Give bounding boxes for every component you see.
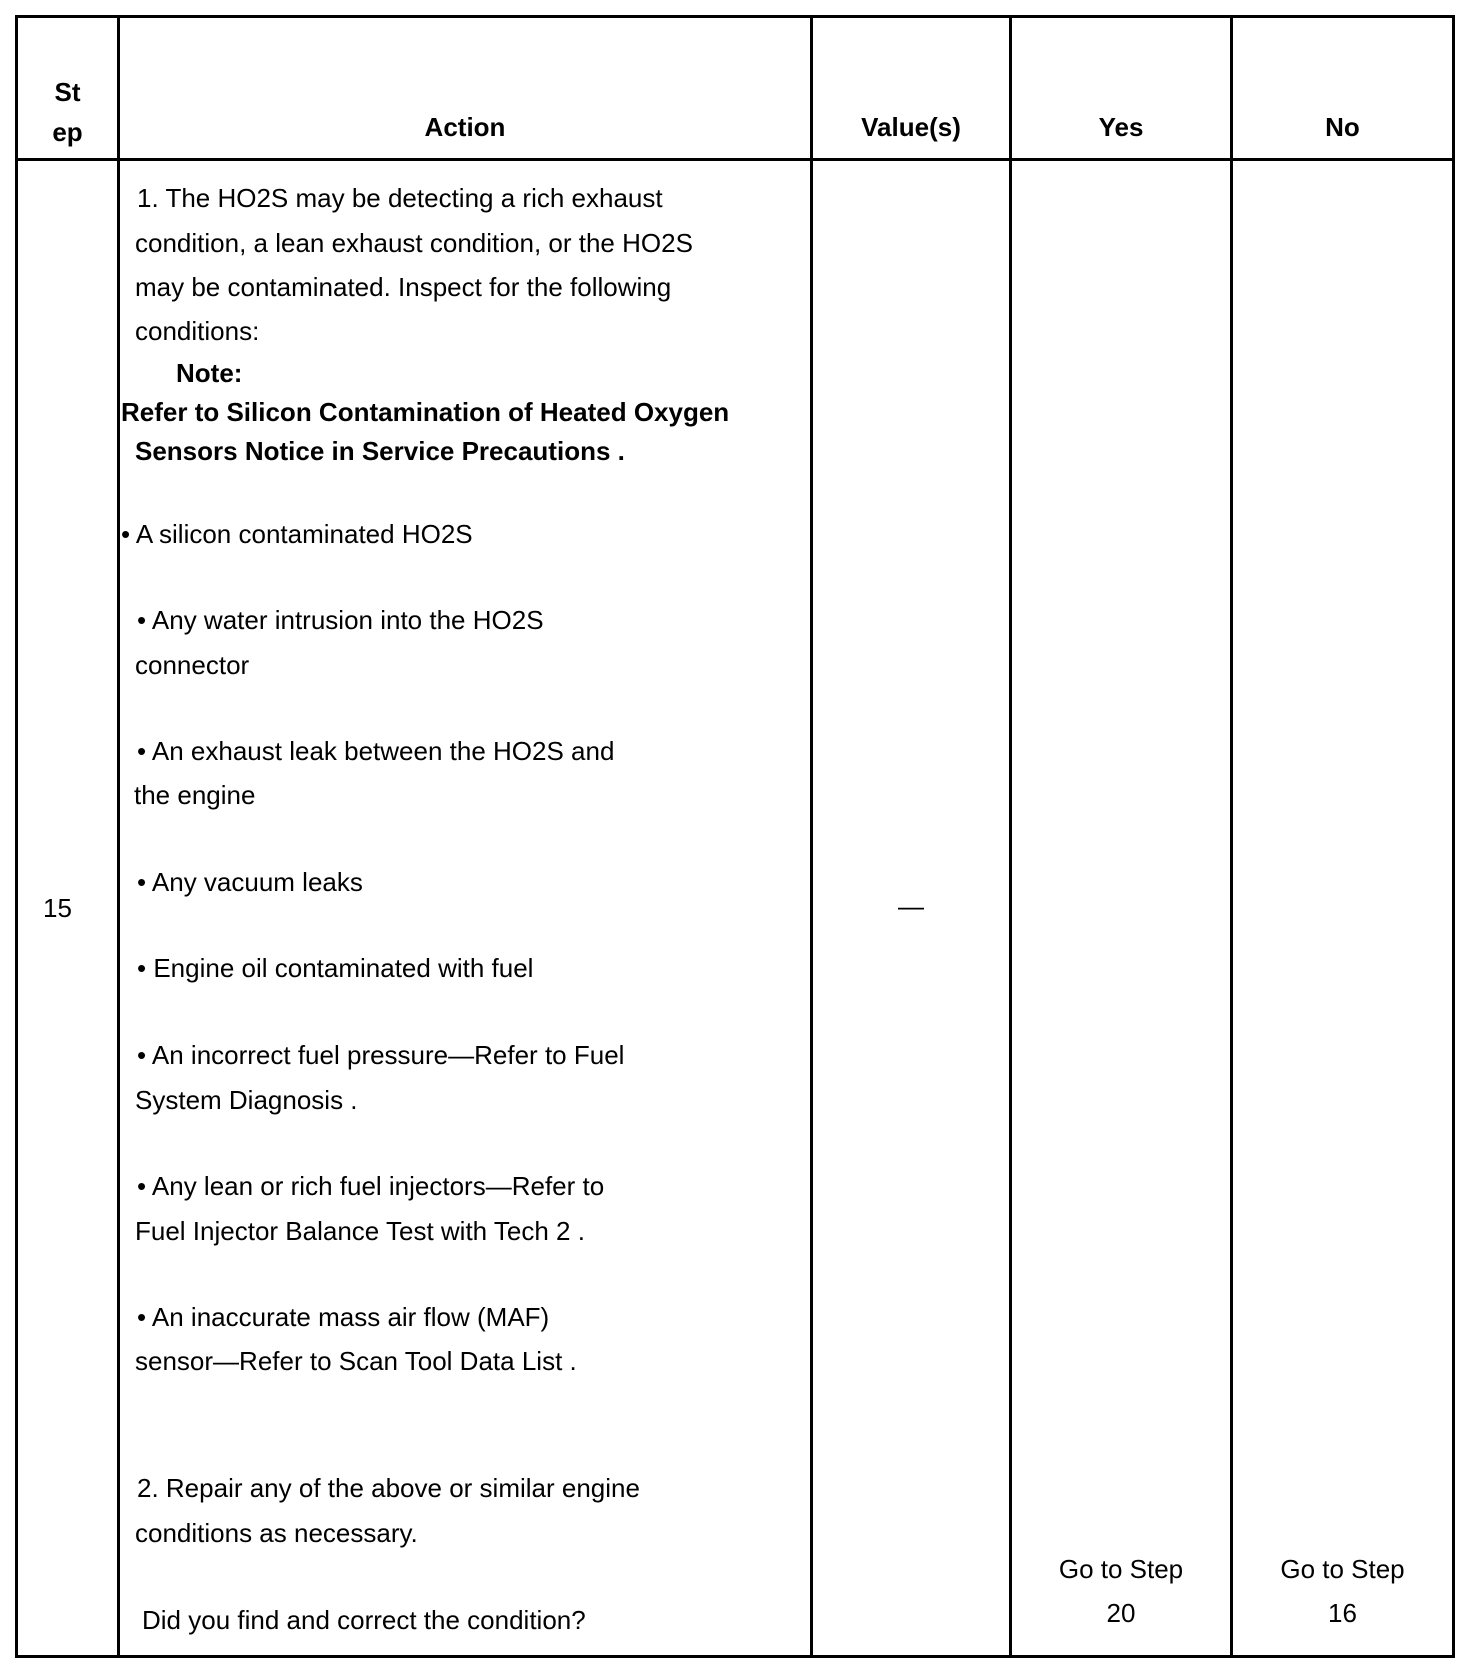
item2-line: 2. Repair any of the above or similar engine bbox=[137, 1473, 640, 1503]
yes-cell: Go to Step 20 bbox=[1058, 1554, 1184, 1628]
item1-line: 1. The HO2S may be detecting a rich exhaust bbox=[137, 183, 663, 213]
list-item: • An exhaust leak between the HO2S and bbox=[137, 736, 615, 766]
header-step: St ep bbox=[52, 77, 83, 147]
list-item: • Any vacuum leaks bbox=[137, 867, 363, 897]
header-yes: Yes bbox=[1098, 112, 1144, 142]
diagnostic-table bbox=[15, 15, 1455, 1658]
list-item: connector bbox=[135, 650, 250, 680]
note-text: Refer to Silicon Contamination of Heated Oxygen bbox=[121, 397, 730, 427]
column-divider-yes bbox=[1230, 15, 1233, 1658]
list-item: the engine bbox=[134, 780, 256, 810]
item1-line: conditions: bbox=[135, 316, 260, 346]
column-divider-values bbox=[1009, 15, 1012, 1658]
note-text: Sensors Notice in Service Precautions . bbox=[135, 436, 625, 466]
list-item: • Any lean or rich fuel injectors—Refer to bbox=[137, 1171, 605, 1201]
list-item: • An incorrect fuel pressure—Refer to Fuel bbox=[137, 1040, 625, 1070]
list-item: • Engine oil contaminated with fuel bbox=[137, 953, 534, 983]
list-item: • A silicon contaminated HO2S bbox=[121, 519, 473, 549]
column-divider-action bbox=[810, 15, 813, 1658]
note-label: Note: bbox=[176, 358, 243, 388]
list-item: System Diagnosis . bbox=[135, 1085, 358, 1115]
list-item: • An inaccurate mass air flow (MAF) bbox=[137, 1302, 550, 1332]
item1-line: condition, a lean exhaust condition, or the HO2S bbox=[135, 228, 693, 258]
list-item: sensor—Refer to Scan Tool Data List . bbox=[135, 1346, 577, 1376]
step-number: 15 bbox=[43, 893, 72, 923]
header-no: No bbox=[1325, 112, 1360, 142]
item2-line: conditions as necessary. bbox=[135, 1518, 418, 1548]
header-values: Value(s) bbox=[861, 112, 961, 142]
item1-line: may be contaminated. Inspect for the following bbox=[135, 272, 672, 302]
question: Did you find and correct the condition? bbox=[142, 1605, 586, 1635]
header-divider bbox=[15, 158, 1455, 161]
list-item: • Any water intrusion into the HO2S bbox=[137, 605, 544, 635]
list-item: Fuel Injector Balance Test with Tech 2 . bbox=[135, 1216, 585, 1246]
no-cell: Go to Step 16 bbox=[1280, 1554, 1405, 1628]
value-cell: — bbox=[898, 891, 924, 921]
header-action: Action bbox=[424, 112, 506, 142]
column-divider-step bbox=[117, 15, 120, 1658]
